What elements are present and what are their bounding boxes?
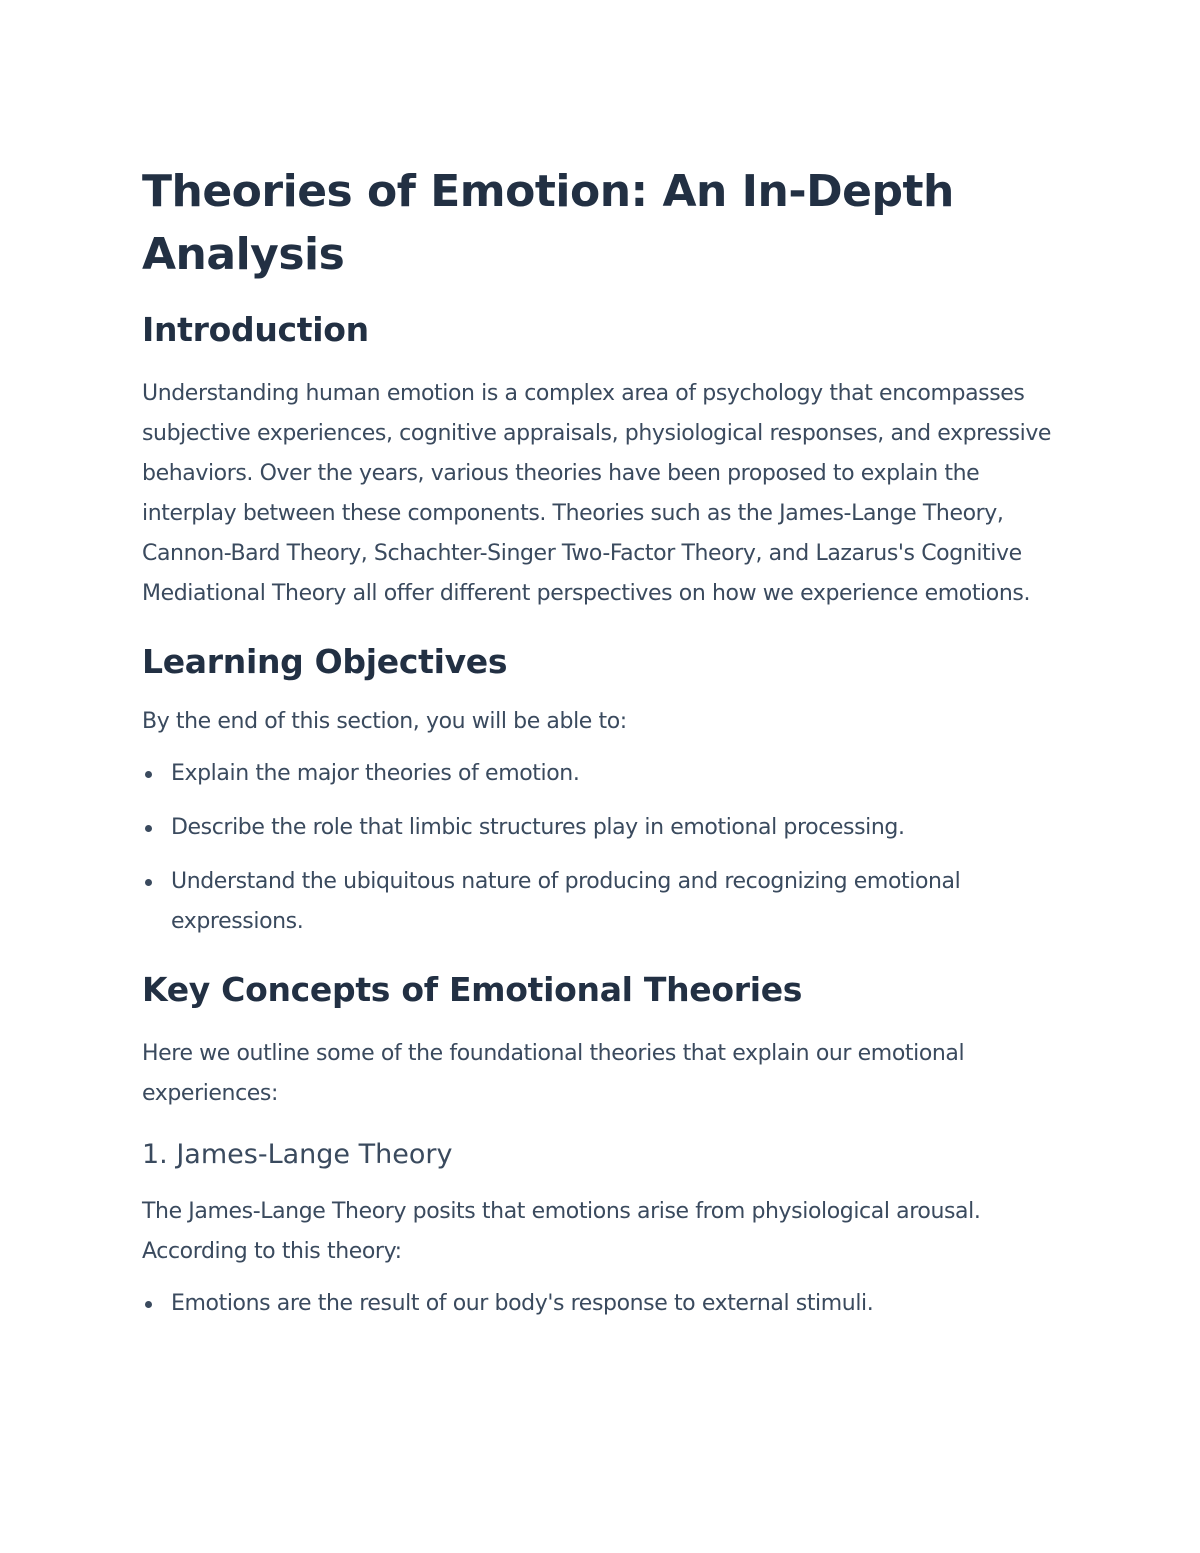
list-item-text: Understand the ubiquitous nature of producing and recognizing emotional expressions. [171,869,961,934]
objectives-lead: By the end of this section, you will be able to: [142,709,627,734]
introduction-heading: Introduction [142,310,369,349]
objectives-heading: Learning Objectives [142,642,508,681]
bullet-icon [145,825,152,832]
list-item [142,808,1072,848]
list-item [142,1284,1072,1324]
objectives-list [142,754,1072,942]
document-page [142,160,1072,1346]
list-item [142,754,1072,794]
key-concepts-heading: Key Concepts of Emotional Theories [142,970,803,1009]
key-concepts-lead: Here we outline some of the foundational theories that explain our emotional experiences: [142,1041,965,1106]
list-item [142,862,1072,942]
bullet-icon [145,1301,152,1308]
document-title: Theories of Emotion: An In-Depth Analysis [142,166,954,280]
bullet-icon [145,879,152,886]
bullet-icon [145,771,152,778]
list-item-text: Emotions are the result of our body's response to external stimuli. [171,1291,874,1316]
james-lange-list [142,1284,1072,1324]
introduction-paragraph: Understanding human emotion is a complex area of psychology that encompasses subjective experiences, cognitive appraisals, physiological responses, and expressive behaviors. Over the years, various theories have been proposed to explain the interplay between these components. Theories such as the James-Lange Theory, Cannon-Bard Theory, Schachter-Singer Two-Factor Theory, and Lazarus's Cognitive Mediational Theory all offer different perspectives on how we experience emotions. [142,381,1052,606]
james-lange-paragraph: The James-Lange Theory posits that emotions arise from physiological arousal. According to this theory: [142,1199,981,1264]
james-lange-heading: 1. James-Lange Theory [142,1139,453,1170]
list-item-text: Describe the role that limbic structures play in emotional processing. [171,815,905,840]
list-item-text: Explain the major theories of emotion. [171,761,580,786]
